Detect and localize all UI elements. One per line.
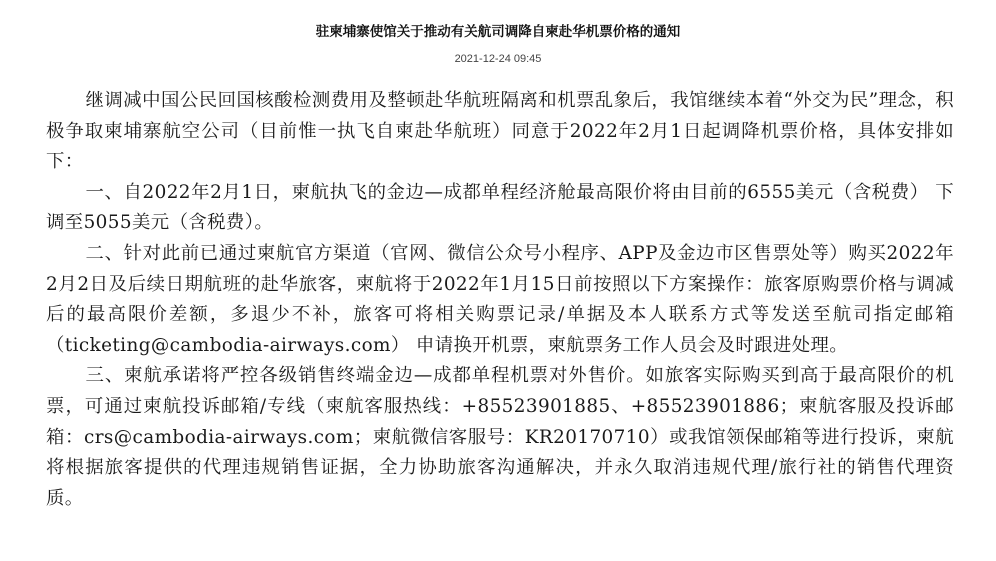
notice-title: 驻柬埔寨使馆关于推动有关航司调降自柬赴华机票价格的通知 bbox=[315, 24, 681, 40]
item-one-paragraph: 一、自2022年2月1日，柬航执飞的金边—成都单程经济舱最高限价将由目前的6555美元（含税费） 下调至5055美元（含税费）。 bbox=[46, 181, 954, 234]
notice-body bbox=[46, 86, 954, 514]
publish-datetime: 2021-12-24 09:45 bbox=[454, 53, 542, 65]
item-three-paragraph: 三、柬航承诺将严控各级销售终端金边—成都单程机票对外售价。如旅客实际购买到高于最高限价的机票，可通过柬航投诉邮箱/专线（柬航客服热线：+85523901885、+85523901886；柬航客服及投诉邮箱：crs@cambodia-airways.com；柬航微信客服号：KR20170710）或我馆领保邮箱等进行投诉，柬航将根据旅客提供的代理违规销售证据，全力协助旅客沟通解决，并永久取消违规代理/旅行社的销售代理资质。 bbox=[46, 365, 954, 509]
item-two-paragraph: 二、针对此前已通过柬航官方渠道（官网、微信公众号小程序、APP及金边市区售票处等）购买2022年2月2日及后续日期航班的赴华旅客，柬航将于2022年1月15日前按照以下方案操作：旅客原购票价格与调减后的最高限价差额，多退少不补，旅客可将相关购票记录/单据及本人联系方式等发送至航司指定邮箱（ticketing@cambodia-airways.com） 申请换开机票，柬航票务工作人员会及时跟进处理。 bbox=[46, 242, 954, 356]
intro-paragraph: 继调减中国公民回国核酸检测费用及整顿赴华航班隔离和机票乱象后，我馆继续本着“外交为民”理念，积极争取柬埔寨航空公司（目前惟一执飞自柬赴华航班）同意于2022年2月1日起调降机票价格，具体安排如下： bbox=[46, 90, 954, 173]
